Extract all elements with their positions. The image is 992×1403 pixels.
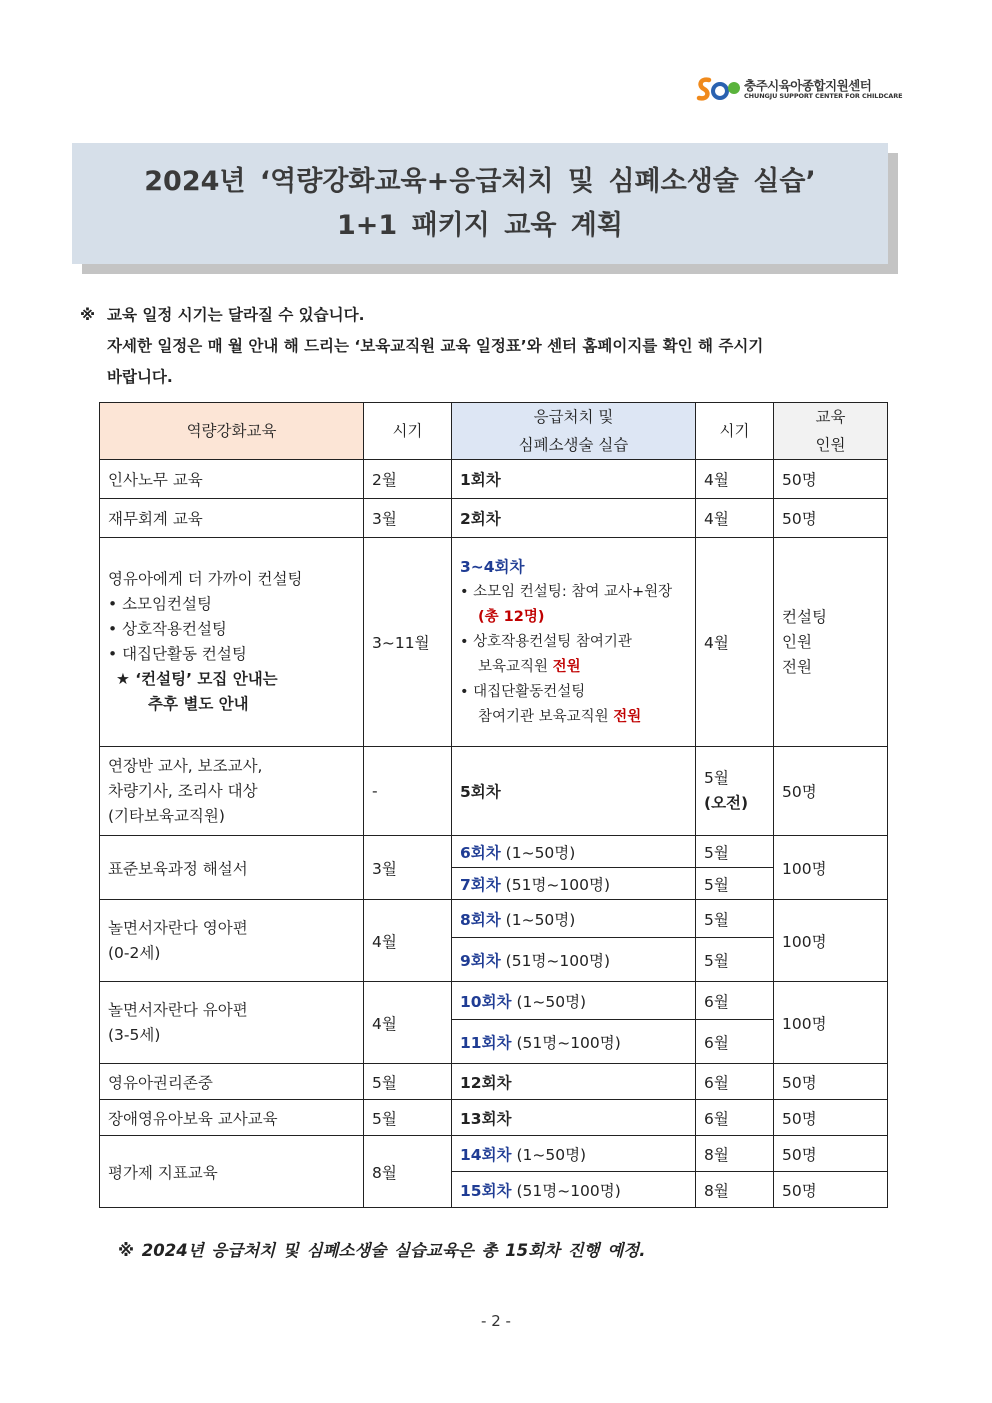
- period2-cell: 4월: [696, 460, 774, 499]
- course-cell: 재무회계 교육: [100, 499, 364, 538]
- header-course: 역량강화교육: [100, 403, 364, 460]
- period-cell: 4월: [364, 982, 452, 1064]
- period2-cell: 4월: [696, 538, 774, 747]
- session-note: (51명~100명): [516, 1181, 621, 1200]
- schedule-notice: [80, 300, 910, 393]
- course-cell: [100, 982, 364, 1064]
- page-number: - 2 -: [481, 1312, 511, 1330]
- notice-line-3: 바랍니다.: [107, 368, 173, 386]
- session-label: 7회차: [460, 875, 501, 894]
- course-cell: 장애영유아보육 교사교육: [100, 1100, 364, 1136]
- notice-line-1: [80, 300, 910, 331]
- period-cell: 3~11월: [364, 538, 452, 747]
- session-note: (51명~100명): [505, 951, 611, 970]
- header-period: 시기: [364, 403, 452, 460]
- session-detail: 보육교직원 전원: [478, 658, 581, 675]
- period2-cell: 8월: [696, 1172, 774, 1208]
- header-period2: 시기: [696, 403, 774, 460]
- people-cell: [774, 538, 888, 747]
- title-line-1: 2024년 ‘역량강화교육+응급처치 및 심폐소생술 실습’: [144, 165, 816, 197]
- period2-cell: 4월: [696, 499, 774, 538]
- org-name-korean: 충주시육아종합지원센터: [744, 78, 872, 93]
- title-box: [72, 143, 888, 264]
- period-cell: 4월: [364, 900, 452, 982]
- org-name-english: CHUNGJU SUPPORT CENTER FOR CHILDCARE: [744, 92, 903, 100]
- course-item: • 상호작용컨설팅: [108, 620, 227, 638]
- course-cell: 표준보육과정 해설서: [100, 836, 364, 900]
- session-detail-total: (총 12명): [478, 608, 545, 625]
- course-line: 차량기사, 조리사 대상: [108, 781, 258, 800]
- people-cell: 50명: [774, 460, 888, 499]
- course-title: 영유아에게 더 가까이 컨설팅: [108, 570, 303, 588]
- header-people-line2: 인원: [815, 436, 846, 454]
- session-label: 9회차: [460, 951, 501, 970]
- header-firstaid-line2: 심폐소생술 실습: [518, 436, 629, 454]
- session-note: (1~50명): [505, 910, 576, 929]
- course-cell: 인사노무 교육: [100, 460, 364, 499]
- footer-note: ※ 2024년 응급처치 및 심폐소생술 실습교육은 총 15회차 진행 예정.: [118, 1241, 646, 1260]
- people-line: 전원: [782, 657, 812, 676]
- course-item: • 소모임컨설팅: [108, 595, 212, 613]
- logo-mark-icon: [696, 74, 742, 104]
- session-label: 8회차: [460, 910, 501, 929]
- period2-cell: 5월: [696, 868, 774, 900]
- star-note-line2: 추후 별도 안내: [148, 695, 249, 713]
- table-row: [100, 900, 888, 938]
- period2-cell: 6월: [696, 982, 774, 1020]
- course-cell: [100, 538, 364, 747]
- session-note: (51명~100명): [505, 875, 611, 894]
- header-firstaid-line1: 응급처치 및: [533, 408, 614, 426]
- course-cell: [100, 747, 364, 836]
- session-cell: [452, 868, 696, 900]
- course-line: 놀면서자란다 유아편: [108, 1000, 248, 1019]
- people-cell: 50명: [774, 1172, 888, 1208]
- session-cell: [452, 1020, 696, 1064]
- center-logo: [696, 74, 906, 104]
- session-cell: [452, 538, 696, 747]
- session-cell: [452, 982, 696, 1020]
- period2-cell: 5월: [696, 836, 774, 868]
- people-cell: 50명: [774, 747, 888, 836]
- table-row: [100, 982, 888, 1020]
- session-label: 6회차: [460, 843, 501, 862]
- session-cell: 2회차: [452, 499, 696, 538]
- session-label: 3~4회차: [460, 557, 525, 576]
- session-cell: 12회차: [452, 1064, 696, 1100]
- period-cell: 2월: [364, 460, 452, 499]
- session-cell: 1회차: [452, 460, 696, 499]
- star-note-line1: ★ ‘컨설팅’ 모집 안내는: [116, 670, 278, 688]
- table-row: [100, 1100, 888, 1136]
- people-cell: 50명: [774, 499, 888, 538]
- session-label: 11회차: [460, 1033, 512, 1052]
- session-detail: • 상호작용컨설팅 참여기관: [460, 633, 632, 650]
- session-label: 15회차: [460, 1181, 512, 1200]
- course-line: (기타보육교직원): [108, 806, 225, 825]
- session-note: (1~50명): [516, 992, 587, 1011]
- table-row: [100, 836, 888, 868]
- people-cell: 50명: [774, 1100, 888, 1136]
- header-people-line1: 교육: [815, 408, 846, 426]
- course-line: (0-2세): [108, 943, 161, 962]
- period-cell: 3월: [364, 836, 452, 900]
- session-detail: • 소모임 컨설팅: 참여 교사+원장: [460, 583, 673, 600]
- course-line: 연장반 교사, 보조교사,: [108, 756, 263, 775]
- people-cell: 100명: [774, 836, 888, 900]
- notice-line-2: 자세한 일정은 매 월 안내 해 드리는 ‘보육교직원 교육 일정표’와 센터 홈페이지를 확인 해 주시기: [107, 337, 764, 355]
- period2-cell: [696, 747, 774, 836]
- period-cell: 3월: [364, 499, 452, 538]
- course-cell: [100, 900, 364, 982]
- reference-mark: ※: [80, 306, 96, 324]
- session-note: (1~50명): [505, 843, 576, 862]
- table-row: [100, 499, 888, 538]
- session-cell: 5회차: [452, 747, 696, 836]
- period-cell: -: [364, 747, 452, 836]
- session-cell: [452, 1172, 696, 1208]
- table-row: [100, 1064, 888, 1100]
- period-cell: 5월: [364, 1100, 452, 1136]
- session-cell: [452, 836, 696, 868]
- course-cell: 평가제 지표교육: [100, 1136, 364, 1208]
- session-detail: • 대집단활동컨설팅: [460, 683, 586, 700]
- period-cell: 8월: [364, 1136, 452, 1208]
- table-row: [100, 747, 888, 836]
- all-staff-label: 전원: [552, 658, 581, 675]
- period2-cell: 6월: [696, 1020, 774, 1064]
- session-cell: [452, 1136, 696, 1172]
- period2-cell: 6월: [696, 1100, 774, 1136]
- people-line: 인원: [782, 632, 812, 651]
- table-row: [100, 460, 888, 499]
- header-people: [774, 403, 888, 460]
- session-note: (51명~100명): [516, 1033, 621, 1052]
- session-note: (1~50명): [516, 1145, 587, 1164]
- period2-cell: 5월: [696, 900, 774, 938]
- course-line: (3-5세): [108, 1025, 161, 1044]
- people-cell: 100명: [774, 982, 888, 1064]
- morning-label: (오전): [704, 794, 749, 812]
- period2-cell: 5월: [696, 938, 774, 982]
- period2-cell: 6월: [696, 1064, 774, 1100]
- notice-text-1: 교육 일정 시기는 달라질 수 있습니다.: [107, 306, 365, 324]
- header-firstaid: [452, 403, 696, 460]
- course-item: • 대집단활동 컨설팅: [108, 645, 247, 663]
- people-cell: 50명: [774, 1064, 888, 1100]
- table-row: [100, 538, 888, 747]
- all-staff-label: 전원: [613, 708, 642, 725]
- table-row: [100, 1136, 888, 1172]
- session-cell: [452, 938, 696, 982]
- course-line: 놀면서자란다 영아편: [108, 918, 248, 937]
- period2-cell: 8월: [696, 1136, 774, 1172]
- people-cell: 100명: [774, 900, 888, 982]
- education-plan-table: [99, 402, 888, 1208]
- people-line: 컨설팅: [782, 607, 827, 626]
- period2-line: 5월: [704, 769, 729, 787]
- session-detail: 참여기관 보육교직원 전원: [478, 708, 642, 725]
- session-cell: [452, 900, 696, 938]
- period-cell: 5월: [364, 1064, 452, 1100]
- session-label: 10회차: [460, 992, 512, 1011]
- title-line-2: 1+1 패키지 교육 계획: [337, 209, 623, 241]
- course-cell: 영유아권리존중: [100, 1064, 364, 1100]
- people-cell: 50명: [774, 1136, 888, 1172]
- table-header-row: [100, 403, 888, 460]
- session-cell: 13회차: [452, 1100, 696, 1136]
- session-label: 14회차: [460, 1145, 512, 1164]
